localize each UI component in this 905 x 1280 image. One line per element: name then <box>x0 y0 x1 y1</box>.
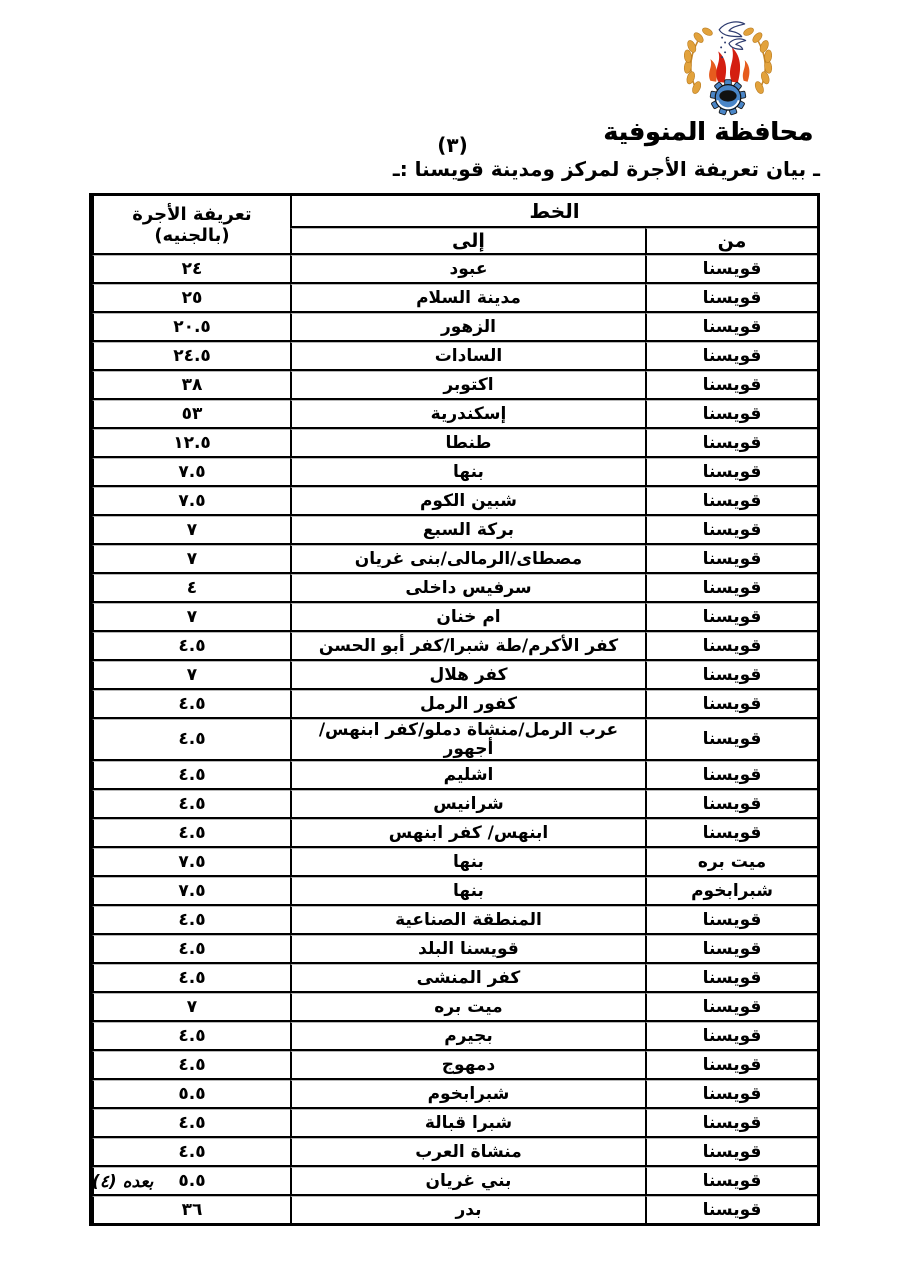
fare-table-row <box>92 1138 817 1167</box>
fare-table-row <box>92 1167 817 1196</box>
fare-table-row <box>92 603 817 632</box>
destination-cell: المنطقة الصناعية <box>290 906 645 935</box>
governorate-logo-block <box>603 18 813 146</box>
fare-cell: ٤.٥ <box>92 761 290 790</box>
fare-cell: ٤.٥ <box>92 1051 290 1080</box>
fare-cell: ٤.٥ <box>92 1022 290 1051</box>
fare-cell: ٧ <box>92 603 290 632</box>
column-header-from: من <box>645 228 817 255</box>
origin-cell: قويسنا <box>645 935 817 964</box>
fare-cell: ٧ <box>92 545 290 574</box>
fare-table-body <box>92 255 817 1223</box>
destination-cell: بنها <box>290 877 645 906</box>
destination-cell: بنها <box>290 848 645 877</box>
fare-table-row <box>92 877 817 906</box>
fare-table-row <box>92 1080 817 1109</box>
origin-cell: ميت بره <box>645 848 817 877</box>
fare-table-row <box>92 993 817 1022</box>
origin-cell: قويسنا <box>645 906 817 935</box>
fare-cell: ٤.٥ <box>92 906 290 935</box>
destination-cell: كفر هلال <box>290 661 645 690</box>
destination-cell: دمهوج <box>290 1051 645 1080</box>
fare-table-row <box>92 964 817 993</box>
fare-cell: ٧ <box>92 661 290 690</box>
next-page-note: بعده (٤) <box>92 1172 154 1192</box>
column-header-fare: تعريفة الأجرة (بالجنيه) <box>92 196 290 255</box>
origin-cell: قويسنا <box>645 1167 817 1196</box>
fare-table-row <box>92 1196 817 1223</box>
destination-cell: مدينة السلام <box>290 284 645 313</box>
origin-cell: قويسنا <box>645 284 817 313</box>
destination-cell: بجيرم <box>290 1022 645 1051</box>
destination-cell: بني غريان <box>290 1167 645 1196</box>
origin-cell: قويسنا <box>645 574 817 603</box>
destination-cell: ام خنان <box>290 603 645 632</box>
fare-table-row <box>92 545 817 574</box>
origin-cell: قويسنا <box>645 1022 817 1051</box>
table-header-row-line <box>92 196 817 228</box>
destination-cell: عبود <box>290 255 645 284</box>
fare-table-row <box>92 790 817 819</box>
fare-cell: ٢٤.٥ <box>92 342 290 371</box>
fare-cell: ٥٣ <box>92 400 290 429</box>
fare-table-row <box>92 516 817 545</box>
fare-table-row <box>92 284 817 313</box>
fare-cell: ١٢.٥ <box>92 429 290 458</box>
dove-icon <box>719 22 745 49</box>
origin-cell: قويسنا <box>645 342 817 371</box>
origin-cell: قويسنا <box>645 690 817 719</box>
origin-cell: قويسنا <box>645 1138 817 1167</box>
fare-table-row <box>92 906 817 935</box>
origin-cell: قويسنا <box>645 790 817 819</box>
gear-icon <box>710 80 746 115</box>
destination-cell: منشاة العرب <box>290 1138 645 1167</box>
origin-cell: قويسنا <box>645 545 817 574</box>
fare-cell: ٤.٥ <box>92 1109 290 1138</box>
origin-cell: شبرابخوم <box>645 877 817 906</box>
fare-table-row <box>92 574 817 603</box>
destination-cell: إسكندرية <box>290 400 645 429</box>
fare-cell: ٤.٥ <box>92 632 290 661</box>
fare-cell: ٢٤ <box>92 255 290 284</box>
fare-table-row <box>92 632 817 661</box>
fare-table-row <box>92 371 817 400</box>
destination-cell: ابنهس/ كفر ابنهس <box>290 819 645 848</box>
origin-cell: قويسنا <box>645 1196 817 1223</box>
fare-cell: ٧ <box>92 993 290 1022</box>
destination-cell: عرب الرمل/منشاة دملو/كفر ابنهس/أجهور <box>290 719 645 761</box>
destination-cell: قويسنا البلد <box>290 935 645 964</box>
fare-cell: ٥.٥ <box>92 1080 290 1109</box>
destination-cell: شرانيس <box>290 790 645 819</box>
fare-cell: ٣٨ <box>92 371 290 400</box>
fare-table-row <box>92 935 817 964</box>
fare-cell: ٤.٥ <box>92 719 290 761</box>
fare-cell: ٤.٥ <box>92 964 290 993</box>
fare-cell: ٤.٥ <box>92 935 290 964</box>
column-header-line: الخط <box>290 196 817 228</box>
fare-table-row <box>92 661 817 690</box>
fare-table-row <box>92 1051 817 1080</box>
fare-table-row <box>92 487 817 516</box>
origin-cell: قويسنا <box>645 487 817 516</box>
origin-cell: قويسنا <box>645 761 817 790</box>
fare-cell: ٧.٥ <box>92 487 290 516</box>
destination-cell: شبرابخوم <box>290 1080 645 1109</box>
fare-cell: ٥.٥ <box>92 1167 290 1196</box>
fare-cell: ٣٦ <box>92 1196 290 1223</box>
destination-cell: اشليم <box>290 761 645 790</box>
governorate-name: محافظة المنوفية <box>603 117 813 146</box>
origin-cell: قويسنا <box>645 516 817 545</box>
fare-cell: ٧ <box>92 516 290 545</box>
destination-cell: السادات <box>290 342 645 371</box>
fare-table-row <box>92 819 817 848</box>
fare-table-row <box>92 719 817 761</box>
fare-table-row <box>92 400 817 429</box>
destination-cell: اكتوبر <box>290 371 645 400</box>
origin-cell: قويسنا <box>645 719 817 761</box>
origin-cell: قويسنا <box>645 993 817 1022</box>
fare-table-row <box>92 690 817 719</box>
origin-cell: قويسنا <box>645 255 817 284</box>
menoufia-emblem-icon <box>664 18 792 116</box>
fare-cell: ٤.٥ <box>92 690 290 719</box>
destination-cell: كفور الرمل <box>290 690 645 719</box>
destination-cell: كفر المنشى <box>290 964 645 993</box>
flame-icon <box>709 47 749 82</box>
fare-table-row <box>92 429 817 458</box>
column-header-to: إلى <box>290 228 645 255</box>
origin-cell: قويسنا <box>645 400 817 429</box>
fare-table-row <box>92 1109 817 1138</box>
destination-cell: سرفيس داخلى <box>290 574 645 603</box>
fare-table-row <box>92 761 817 790</box>
origin-cell: قويسنا <box>645 1080 817 1109</box>
origin-cell: قويسنا <box>645 371 817 400</box>
origin-cell: قويسنا <box>645 313 817 342</box>
destination-cell: شبرا قبالة <box>290 1109 645 1138</box>
fare-table-row <box>92 1022 817 1051</box>
fare-table-row <box>92 255 817 284</box>
destination-cell: طنطا <box>290 429 645 458</box>
destination-cell: شبين الكوم <box>290 487 645 516</box>
origin-cell: قويسنا <box>645 603 817 632</box>
fare-table <box>89 193 820 1226</box>
destination-cell: بنها <box>290 458 645 487</box>
fare-cell: ٤ <box>92 574 290 603</box>
destination-cell: بدر <box>290 1196 645 1223</box>
origin-cell: قويسنا <box>645 458 817 487</box>
fare-cell: ٢٥ <box>92 284 290 313</box>
fare-table-row <box>92 342 817 371</box>
page-number: (٣) <box>437 133 468 157</box>
destination-cell: مصطاى/الرمالى/بنى غريان <box>290 545 645 574</box>
wheat-left <box>683 26 713 94</box>
fare-cell: ٧.٥ <box>92 848 290 877</box>
fare-table-row <box>92 848 817 877</box>
destination-cell: الزهور <box>290 313 645 342</box>
fare-cell: ٤.٥ <box>92 790 290 819</box>
fare-cell: ٤.٥ <box>92 1138 290 1167</box>
fare-cell: ٧.٥ <box>92 458 290 487</box>
origin-cell: قويسنا <box>645 632 817 661</box>
document-title: ـ بيان تعريفة الأجرة لمركز ومدينة قويسنا :ـ <box>392 157 820 181</box>
fare-cell: ٢٠.٥ <box>92 313 290 342</box>
origin-cell: قويسنا <box>645 1109 817 1138</box>
destination-cell: ميت بره <box>290 993 645 1022</box>
destination-cell: بركة السبع <box>290 516 645 545</box>
fare-cell: ٤.٥ <box>92 819 290 848</box>
fare-table-row <box>92 313 817 342</box>
origin-cell: قويسنا <box>645 429 817 458</box>
origin-cell: قويسنا <box>645 819 817 848</box>
origin-cell: قويسنا <box>645 1051 817 1080</box>
fare-cell: ٧.٥ <box>92 877 290 906</box>
origin-cell: قويسنا <box>645 661 817 690</box>
origin-cell: قويسنا <box>645 964 817 993</box>
fare-table-row <box>92 458 817 487</box>
wheat-right <box>742 26 772 94</box>
destination-cell: كفر الأكرم/طة شبرا/كفر أبو الحسن <box>290 632 645 661</box>
